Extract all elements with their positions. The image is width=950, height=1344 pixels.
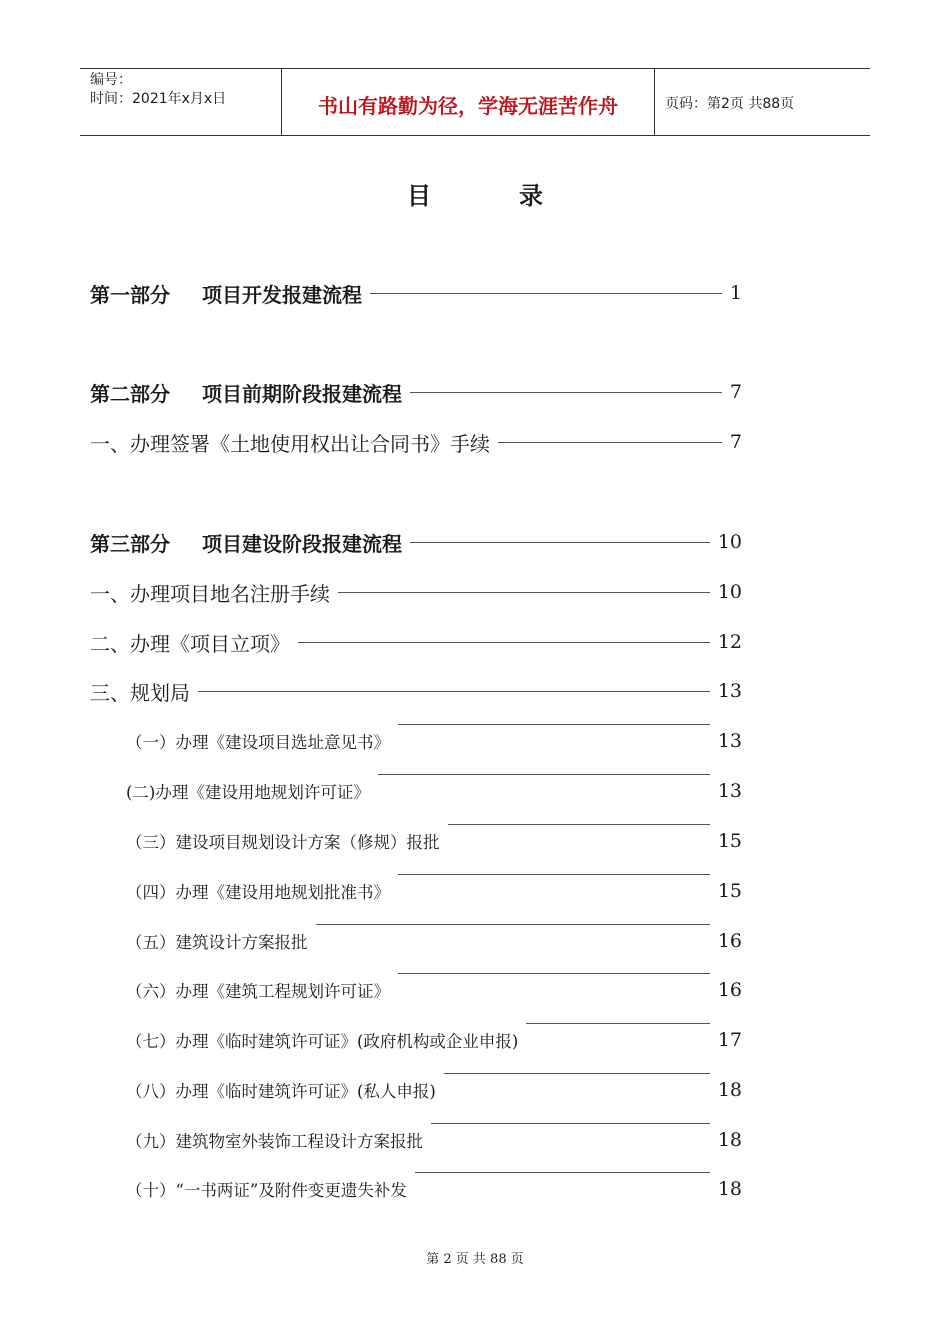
document-number-label: 编号： [90, 72, 132, 88]
toc-entry[interactable] [90, 527, 742, 557]
header-page-info: 页码：第2页 共88页 [665, 96, 795, 112]
document-time: 时间：2021年x月x日 [90, 91, 227, 107]
toc-entry[interactable] [90, 427, 742, 457]
toc-title-char-1: 目 [407, 182, 431, 210]
toc-entry-title: 三、规划局 [90, 680, 190, 705]
toc-entry-title: (二)办理《建设用地规划许可证》 [126, 783, 370, 802]
toc-page-number: 13 [717, 780, 742, 802]
toc-leader-line [526, 1023, 709, 1024]
toc-entry-title: （五）建筑设计方案报批 [126, 933, 308, 952]
toc-entry-title: （八）办理《临时建筑许可证》(私人申报) [126, 1082, 436, 1101]
toc-entry[interactable] [90, 676, 742, 706]
toc-entry[interactable] [126, 926, 742, 956]
toc-leader-line [378, 774, 710, 775]
toc-entry[interactable] [90, 577, 742, 607]
toc-entry-title: 一、办理项目地名注册手续 [90, 581, 330, 606]
toc-page-number: 7 [729, 431, 742, 453]
toc-leader-line [498, 442, 722, 443]
toc-leader-line [338, 592, 710, 593]
toc-entry[interactable] [126, 776, 742, 806]
toc-entry-title: （四）办理《建设用地规划批准书》 [126, 883, 390, 902]
toc-leader-line [398, 874, 710, 875]
toc-entry-title: （六）办理《建筑工程规划许可证》 [126, 982, 390, 1001]
toc-leader-line [316, 924, 710, 925]
toc-entry[interactable] [126, 1025, 742, 1055]
toc-leader-line [198, 691, 710, 692]
toc-entry[interactable] [126, 826, 742, 856]
toc-part-label: 第一部分 [90, 282, 170, 307]
toc-entry[interactable] [126, 975, 742, 1005]
toc-page-number: 16 [717, 979, 742, 1001]
toc-leader-line [448, 824, 710, 825]
toc-entry[interactable] [90, 627, 742, 657]
header-motto: 书山有路勤为径，学海无涯苦作舟 [282, 69, 655, 135]
toc-entry[interactable] [126, 1125, 742, 1155]
toc-leader-line [410, 392, 722, 393]
toc-entry-title [90, 279, 362, 308]
toc-leader-line [444, 1073, 710, 1074]
toc-page-number: 7 [729, 381, 742, 403]
toc-page-number: 15 [717, 830, 742, 852]
toc-page-number: 10 [717, 581, 742, 603]
toc-entry[interactable] [126, 1174, 742, 1204]
toc-entry-title: （七）办理《临时建筑许可证》(政府机构或企业申报) [126, 1032, 519, 1051]
toc-leader-line [415, 1172, 710, 1173]
toc-page-number: 17 [717, 1029, 742, 1051]
toc-page-number: 1 [729, 282, 742, 304]
toc-entry-title: （九）建筑物室外装饰工程设计方案报批 [126, 1132, 423, 1151]
toc-part-title: 项目建设阶段报建流程 [202, 531, 402, 556]
toc-entry-title [90, 378, 402, 407]
toc-leader-line [398, 724, 710, 725]
toc-entry[interactable] [90, 278, 742, 308]
toc-leader-line [431, 1123, 710, 1124]
toc-leader-line [370, 293, 722, 294]
toc-entry-title: （十）“一书两证”及附件变更遗失补发 [126, 1181, 407, 1200]
toc-entry-title: （三）建设项目规划设计方案（修规）报批 [126, 833, 440, 852]
toc-part-title: 项目前期阶段报建流程 [202, 381, 402, 406]
toc-entry-title [90, 528, 402, 557]
toc-page-number: 12 [717, 631, 742, 653]
toc-entry[interactable] [90, 377, 742, 407]
toc-entry[interactable] [126, 1075, 742, 1105]
toc-leader-line [298, 642, 710, 643]
toc-page-number: 18 [717, 1079, 742, 1101]
toc-page-number: 10 [717, 531, 742, 553]
toc-page-number: 18 [717, 1178, 742, 1200]
toc-title-char-2: 录 [519, 182, 543, 210]
toc-leader-line [398, 973, 710, 974]
toc-page-number: 13 [717, 730, 742, 752]
toc-entry[interactable] [126, 726, 742, 756]
toc-entry-title: 二、办理《项目立项》 [90, 631, 290, 656]
toc-page-number: 18 [717, 1129, 742, 1151]
toc-part-label: 第二部分 [90, 381, 170, 406]
toc-leader-line [410, 542, 710, 543]
toc-entry-title: （一）办理《建设项目选址意见书》 [126, 733, 390, 752]
toc-page-number: 13 [717, 680, 742, 702]
toc-page-number: 15 [717, 880, 742, 902]
page-footer: 第 2 页 共 88 页 [426, 1252, 524, 1267]
toc-entry-title: 一、办理签署《土地使用权出让合同书》手续 [90, 431, 490, 456]
toc-part-title: 项目开发报建流程 [202, 282, 362, 307]
toc-entry[interactable] [126, 876, 742, 906]
toc-page-number: 16 [717, 930, 742, 952]
toc-part-label: 第三部分 [90, 531, 170, 556]
